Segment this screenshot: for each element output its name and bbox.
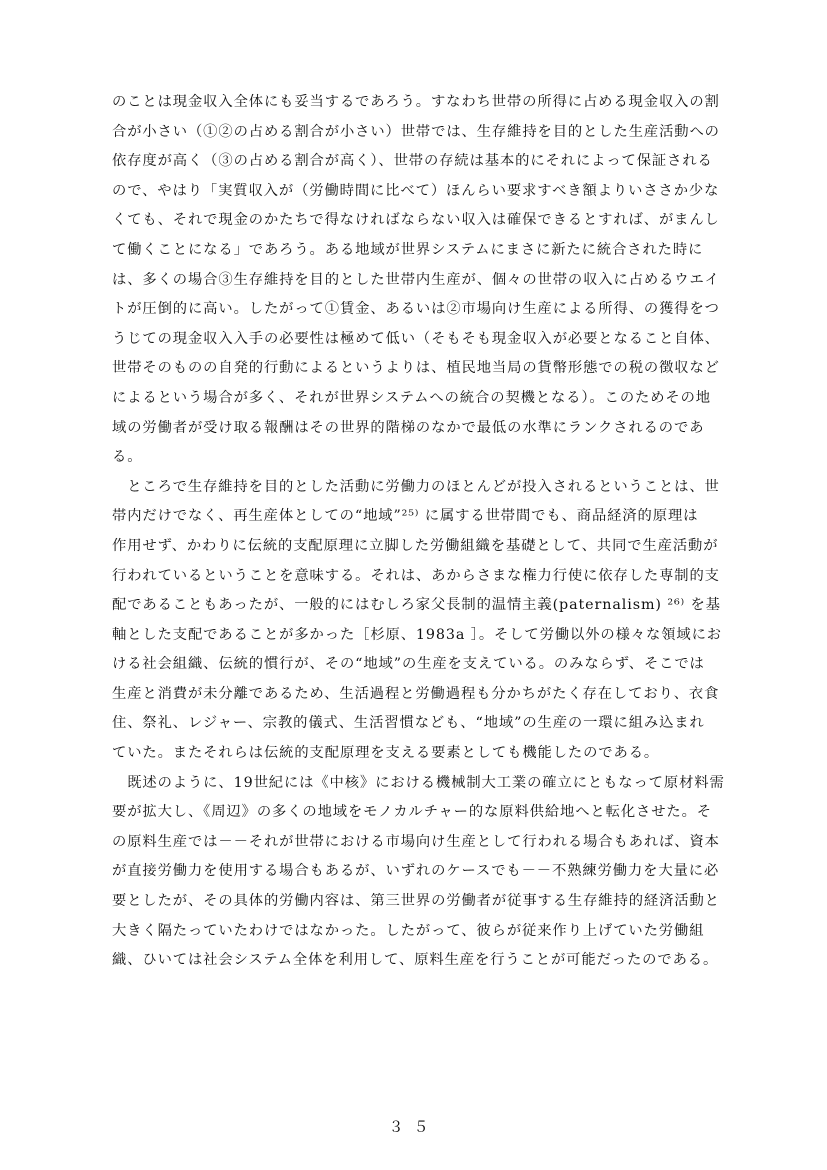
text-line: 行われているということを意味する。それは、あからさまな権力行使に依存した専制的支 [112,567,720,584]
text-line: 大きく隔たっていたわけではなかった。したがって、彼らが従来作り上げていた労働組 [112,922,705,939]
text-line: て働くことになる」であろう。ある地域が世界システムにまさに新たに統合された時に [112,241,704,258]
text-line: る。 [112,449,143,466]
text-line: 合が小さい（①②の占める割合が小さい）世帯では、生存維持を目的とした生産活動への [112,123,720,140]
text-line: の原料生産では－－それが世帯における市場向け生産として行われる場合もあれば、資本 [112,833,720,850]
text-line: 作用せず、かわりに伝統的支配原理に立脚した労働組織を基礎として、共同で生産活動が [112,537,719,554]
text-line: 世帯そのものの自発的行動によるというよりは、植民地当局の貨幣形態での税の徴収など [112,360,720,377]
text-line: 織、ひいては社会システム全体を利用して、原料生産を行うことが可能だったのである。 [112,952,719,969]
text-line: 域の労働者が受け取る報酬はその世界的階梯のなかで最低の水準にランクされるのであ [112,419,705,436]
body-text [112,88,762,976]
text-line: 依存度が高く（③の占める割合が高く）、世帯の存続は基本的にそれによって保証される [112,153,713,170]
text-line: ので、やはり「実質収入が（労働時間に比べて）ほんらい要求すべき額よりいささか少な [112,182,720,199]
text-line: 帯内だけでなく、再生産体としての“地域”²⁵⁾ に属する世帯間でも、商品経済的原理は [112,508,699,525]
text-line: のことは現金収入全体にも妥当するであろう。すなわち世帯の所得に占める現金収入の割 [112,94,720,110]
page-number: ３５ [388,1118,439,1136]
text-line: ける社会組織、伝統的慣行が、その“地域”の生産を支えている。のみならず、そこでは [112,656,705,673]
text-line: ところで生存維持を目的とした活動に労働力のほとんどが投入されるということは、世 [112,478,720,495]
text-line: 既述のように、19世紀には《中核》における機械制大工業の確立にともなって原材料需 [112,774,725,791]
text-line: トが圧倒的に高い。したがって①賃金、あるいは②市場向け生産による所得、の獲得をつ [112,301,720,318]
text-line: は、多くの場合③生存維持を目的とした世帯内生産が、個々の世帯の収入に占めるウエイ [112,271,720,288]
text-line: 要としたが、その具体的労働内容は、第三世界の労働者が従事する生存維持的経済活動と [112,893,720,910]
text-line: 生産と消費が未分離であるため、生活過程と労働過程も分かちがたく存在しており、衣食 [112,685,720,702]
text-line: 軸とした支配であることが多かった［杉原、1983a ］。そして労働以外の様々な領域にお [112,626,722,643]
text-line: ていた。またそれらは伝統的支配原理を支える要素としても機能したのである。 [112,745,660,762]
text-line: 要が拡大し、《周辺》の多くの地域をモノカルチャー的な原料供給地へと転化させた。そ [112,804,713,821]
text-line: うじての現金収入入手の必要性は極めて低い（そもそも現金収入が必要となること自体、 [112,330,720,347]
text-line: 住、祭礼、レジャー、宗教的儀式、生活習慣なども、“地域”の生産の一環に組み込まれ [112,715,705,732]
text-line: が直接労働力を使用する場合もあるが、いずれのケースでも－－不熟練労働力を大量に必 [112,863,720,880]
text-line: 配であることもあったが、一般的にはむしろ家父長制的温情主義(paternalism) ²⁶⁾ を基 [112,597,721,614]
text-line: くても、それで現金のかたちで得なければならない収入は確保できるとすれば、がまんし [112,212,720,229]
text-line: によるという場合が多く、それが世界システムへの統合の契機となる）。このためその地 [112,389,712,406]
